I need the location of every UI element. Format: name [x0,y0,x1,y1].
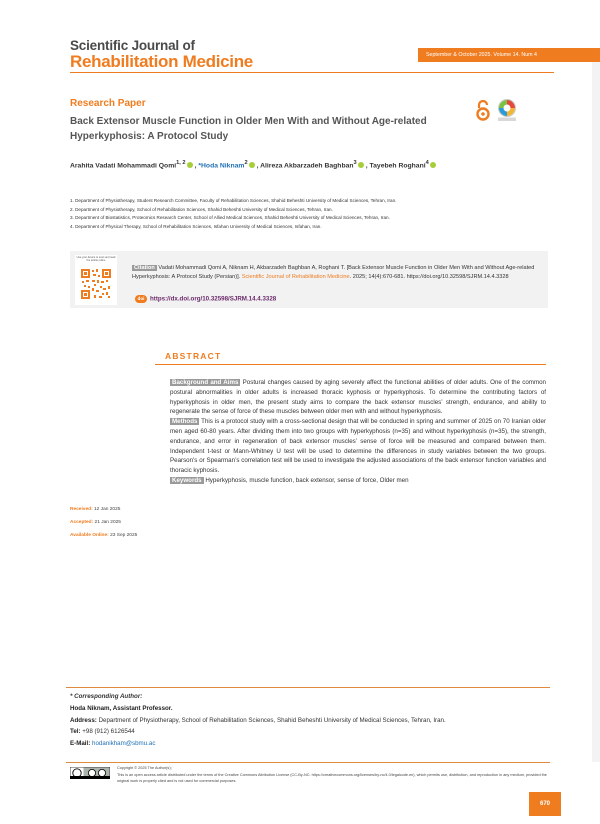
corresponding-name: Hoda Niknam, Assistant Professor. [70,705,173,712]
author-name[interactable]: *Hoda Niknam [198,162,245,170]
abstract-heading: ABSTRACT [165,351,222,361]
tel-label: Tel: [70,728,81,735]
affiliations [70,197,396,232]
background-label: Background and Aims [172,379,239,386]
author-affiliation-sup: 2 [244,160,248,166]
qr-code-icon[interactable] [80,268,112,300]
copyright: Copyright © 2025 The Author(s); [117,766,172,770]
online-label: Available Online: [70,533,109,538]
author-name[interactable]: Alireza Akbarzadeh Baghban [260,162,354,170]
affiliation-item: 1. Department of Physiotherapy, Student Research Committee, Faculty of Rehabilitation Sciences, Shahid Beheshti University of Medical Sciences, Tehran, Iran. [70,198,397,203]
cc-license-icon[interactable] [70,767,110,779]
license-text-block [117,765,547,785]
citation-text-block [132,264,540,282]
orcid-icon[interactable] [187,162,193,168]
author-affiliation-sup: 4 [425,160,429,166]
author-affiliation-sup: 1, 2 [176,160,186,166]
affiliation-item: 2. Department of Physiotherapy, School of Rehabilitation Sciences, Shahid Beheshti University of Medical Sciences, Tehran, Iran. [70,206,333,212]
accepted-date [70,516,137,529]
received-date [70,503,137,516]
header-rule [70,72,554,73]
corresponding-heading: * Corresponding Author: [70,693,143,700]
journal-name-line1: Scientific Journal of [70,38,195,53]
email-link[interactable]: hodanikham@sbmu.ac [92,739,156,747]
orcid-icon[interactable] [358,162,364,168]
email-label: E-Mail: [70,739,91,747]
doi-icon: doi [135,295,147,303]
crossmark-icon[interactable] [495,98,519,122]
author-name[interactable]: Tayebeh Roghani [369,162,426,170]
address-value: Department of Physiotherapy, School of Rehabilitation Sciences, Shahid Beheshti University of Medical Sciences, Tehran, Iran. [98,716,446,724]
side-bar [592,62,600,762]
doi-line [135,295,276,303]
doi-link[interactable]: https://dx.doi.org/10.32598/SJRM.14.4.3328 [150,295,277,303]
journal-name-line2: Rehabilitation Medicine [70,52,253,71]
article-title: Back Extensor Muscle Function in Older Men With and Without Age-related Hyperkyphosis: A Protocol Study [70,116,427,142]
methods-text: This is a protocol study with a cross-sectional design that will be conducted in spring and summer of 2025 on 70 Iranian older men aged 60-80 years. After dividing them into two groups with hyperkyphosis (n=35) and without hyperkyphosis (n=35), the strength, endurance, and error in regeneration of back extensor muscles’ sense of force will be measured and compared between them. Independent t-test or Mann-Whitney U test will be used to determine the differences in study variables between the two groups. Pearson’s or Spearman’s correlation test will be used to investigate the adjusted associations of the back extensor function variables and thoracic kyphosis. [170,418,547,475]
issue-banner: September & October 2025. Volume 14. Num 4 [418,48,600,62]
citation-text-2: . 2025; 14(4):670-681. https://doi.org/10.32598/SJRM.14.4.3328 [349,274,509,280]
author-affiliation-sup: 3 [353,160,357,166]
affiliation-item: 3. Department of Biostatistics, Proteomics Research Center, School of Allied Medical Sciences, Shahid Beheshti University of Medical Sciences, Tehran, Iran. [70,215,390,221]
corresponding-rule [66,687,550,688]
author-list: Arahita Vadati Mohammadi Qomi$^{1, 2}$ , *Hoda Niknam$^2$ , Alireza Akbarzadeh Baghban$^3$ , Tayebeh Roghani$^4$ [70,160,438,169]
accepted-label: Accepted: [70,520,94,525]
abstract-body [170,378,546,486]
received-label: Received: [70,507,93,512]
methods-label: Methods [172,418,198,426]
address-label: Address: [70,716,97,724]
keywords-label: Keywords [172,476,202,484]
affiliation-item: 4. Department of Physical Therapy, School of Rehabilitation Sciences, Isfahan University of Medical Sciences, Isfahan, Iran. [70,224,322,230]
background-text: Postural changes caused by aging severely affect the functional abilities of older adults. One of the common postural abnormalities in older adults is increased thoracic kyphosis or hyperkyphosis. To determine the contributing factors of hyperkyphosis in older men, the present study aims to compare the back extensor muscles’ strength, endurance, and ability to regenerate the sense of force of these muscles between older men with and without hyperkyphosis. [170,379,546,416]
citation-label: Citation [134,265,155,271]
journal-link[interactable]: Scientific Journal of Rehabilitation Medicine [241,274,350,280]
author-name[interactable]: Arahita Vadati Mohammadi Qomi [70,162,177,170]
citation-text: Vadati Mohammadi Qomi A, Niknam H, Akbarzadeh Baghban A, Roghani T. [Back Extensor Muscle Function in Older Men With and Without Age-related Hyperkyphosis: A Protocol Study (Persian)]. [132,265,535,280]
abstract-rule [155,364,546,365]
orcid-icon[interactable] [249,162,255,168]
article-type: Research Paper [70,98,146,109]
license-text: This is an open access article distributed under the terms of the Creative Commons Attribution License (CC-By-NC: https://creativecommons.org/licenses/by-nc/4.0/legalcode.en), which permits use, distribution, and reproduction in any medium, provided the original work is properly cited and is not used for commercial purposes. [117,772,547,784]
online-date [70,529,137,542]
license-rule [66,762,550,763]
qr-caption: Use your device to scan and read the article online [76,256,116,262]
online-value: 23 Sep 2025 [110,533,138,538]
orcid-icon[interactable] [430,162,436,168]
page-number: 670 [529,792,561,816]
corresponding-details [70,703,446,749]
article-dates [70,503,137,542]
keywords-text: Hyperkyphosis, muscle function, back extensor, sense of force, Older men [205,476,409,484]
accepted-value: 21 Jan 2025 [94,520,121,525]
open-access-icon [474,99,492,121]
received-value: 12 Jan 2025 [94,507,121,512]
tel-value: +98 (912) 6126544 [82,728,135,735]
